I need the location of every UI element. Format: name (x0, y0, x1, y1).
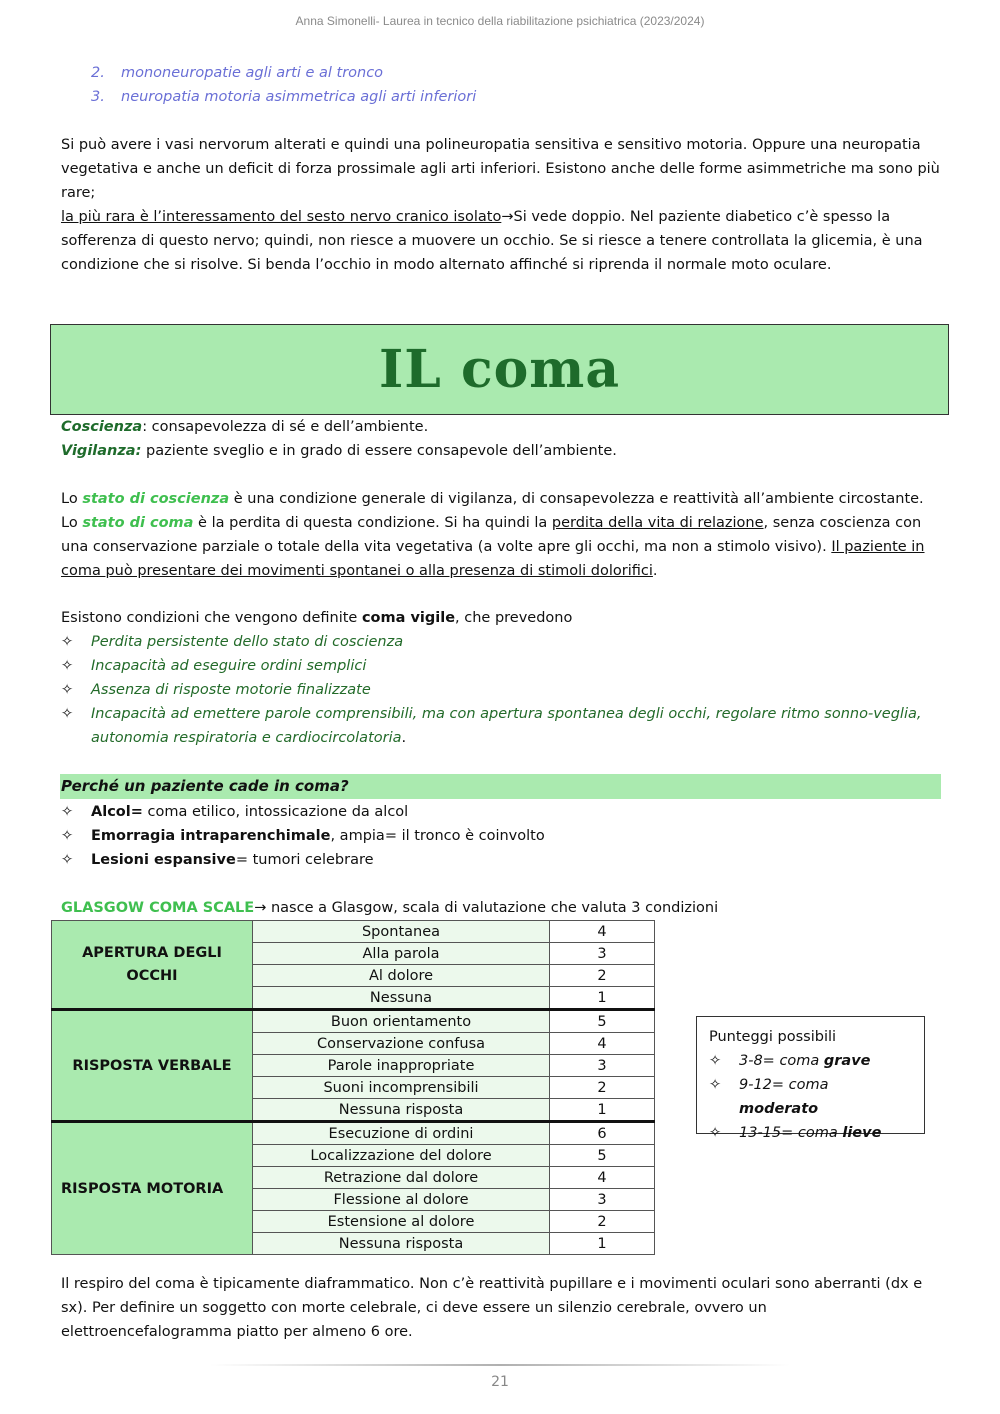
list-item: ✧ 9-12= coma moderato (709, 1073, 912, 1121)
table-row: Retrazione dal dolore 4 (52, 1167, 655, 1189)
table-row: RISPOSTA VERBALE Buon orientamento 5 (52, 1010, 655, 1033)
perche-list (61, 800, 941, 872)
sparkle-bullet-icon: ✧ (709, 1077, 722, 1093)
definitions (61, 415, 941, 463)
paragraph-stato-coscienza: Lo stato di coscienza è una condizione generale di vigilanza, di consapevolezza e reattività all’ambiente circostante. Lo stato di coma è la perdita di questa condizione. Si ha quindi la perdita della vita di relazione, senza coscienza con una conservazione parziale o totale della vita vegetativa (a volte apre gli occhi, ma non a stimolo visivo). Il paziente in coma può presentare dei movimenti spontanei o alla presenza di stimoli dolorifici. (61, 491, 925, 579)
perche-heading: Perché un paziente cade in coma? (61, 777, 349, 795)
table-row: RISPOSTA MOTORIA Esecuzione di ordini 6 (52, 1122, 655, 1145)
footer-divider (210, 1364, 790, 1366)
list-item: 2. mononeuropatie agli arti e al tronco (91, 65, 384, 81)
table-row: APERTURA DEGLI OCCHI Spontanea 4 (52, 921, 655, 943)
table-row: Nessuna risposta 1 (52, 1099, 655, 1122)
sparkle-bullet-icon: ✧ (61, 706, 74, 722)
section-title-box (50, 324, 949, 415)
gcs-heading: GLASGOW COMA SCALE→ nasce a Glasgow, scala di valutazione che valuta 3 condizioni (61, 900, 719, 916)
list-item: ✧ Perdita persistente dello stato di coscienza (61, 630, 941, 654)
list-item: ✧ 13-15= coma lieve (709, 1121, 912, 1145)
table-row: Nessuna risposta 1 (52, 1233, 655, 1255)
table-row: Al dolore 2 (52, 965, 655, 987)
punteggi-box (696, 1016, 925, 1141)
sparkle-bullet-icon: ✧ (61, 804, 74, 820)
category-cell: APERTURA DEGLI OCCHI (52, 921, 253, 1010)
table-row: Localizzazione del dolore 5 (52, 1145, 655, 1167)
table-row: Conservazione confusa 4 (52, 1033, 655, 1055)
arrow-icon: → (501, 209, 514, 225)
glasgow-coma-scale-table (51, 920, 655, 1255)
punteggi-title: Punteggi possibili (709, 1029, 837, 1045)
sparkle-bullet-icon: ✧ (709, 1053, 722, 1069)
sparkle-bullet-icon: ✧ (61, 658, 74, 674)
list-item: 3. neuropatia motoria asimmetrica agli arti inferiori (91, 89, 477, 105)
sparkle-bullet-icon: ✧ (61, 634, 74, 650)
category-cell: RISPOSTA MOTORIA (52, 1122, 253, 1255)
list-item: ✧ 3-8= coma grave (709, 1049, 912, 1073)
page-number: 21 (491, 1374, 509, 1390)
list-item: ✧ Emorragia intraparenchimale, ampia= il tronco è coinvolto (61, 824, 941, 848)
list-item: ✧ Assenza di risposte motorie finalizzate (61, 678, 941, 702)
paragraph-neuropathy: Si può avere i vasi nervorum alterati e quindi una polineuropatia sensitiva e sensitivo motoria. Oppure una neuropatia vegetativa e anche un deficit di forza prossimale agli arti inferiori. Esistono anche delle forme asimmetriche ma sono più rare; la più rara è l’interessamento del sesto nervo cranico isolato→Si vede doppio. Nel paziente diabetico c’è spesso la sofferenza di questo nervo; quindi, non riesce a muovere un occhio. Se si riesce a tenere controllata la glicemia, è una condizione che si risolve. Si benda l’occhio in modo alternato affinché si riprenda il normale moto oculare. (61, 137, 940, 273)
category-cell: RISPOSTA VERBALE (52, 1010, 253, 1122)
table-row: Estensione al dolore 2 (52, 1211, 655, 1233)
table-row: Flessione al dolore 3 (52, 1189, 655, 1211)
definition-vigilanza: Vigilanza: paziente sveglio e in grado di essere consapevole dell’ambiente. (61, 443, 617, 459)
perche-heading-band (60, 774, 941, 799)
list-item: ✧ Incapacità ad emettere parole comprensibili, ma con apertura spontanea degli occhi, regolare ritmo sonno-veglia, autonomia respiratoria e cardiocircolatoria. (61, 702, 941, 750)
sparkle-bullet-icon: ✧ (61, 682, 74, 698)
table-row: Nessuna 1 (52, 987, 655, 1010)
list-item: ✧ Alcol= coma etilico, intossicazione da alcol (61, 800, 941, 824)
section-title: IL coma (378, 339, 621, 400)
list-item: ✧ Lesioni espansive= tumori celebrare (61, 848, 941, 872)
sparkle-bullet-icon: ✧ (709, 1125, 722, 1141)
arrow-icon: → (254, 900, 267, 916)
definition-coscienza: Coscienza: consapevolezza di sé e dell’ambiente. (61, 419, 429, 435)
table-row: Parole inappropriate 3 (52, 1055, 655, 1077)
paragraph-respiro: Il respiro del coma è tipicamente diaframmatico. Non c’è reattività pupillare e i movimenti oculari sono aberranti (dx e sx). Per definire un soggetto con morte celebrale, ci deve essere un silenzio cerebrale, ovvero un elettroencefalogramma piatto per almeno 6 ore. (61, 1276, 923, 1340)
list-item: ✧ Incapacità ad eseguire ordini semplici (61, 654, 941, 678)
table-row: Alla parola 3 (52, 943, 655, 965)
table-row: Suoni incomprensibili 2 (52, 1077, 655, 1099)
numbered-list (61, 61, 941, 109)
coma-vigile-section: Esistono condizioni che vengono definite coma vigile, che prevedono ✧ Perdita persistente dello stato di coscienza ✧ Incapacità ad eseguire ordini semplici ✧ Assenza di risposte motorie finalizzate ✧ Incapacità ad emettere parole comprensibili, ma con apertura spontanea degli occhi, regolare ritmo sonno-veglia, autonomia respiratoria e cardiocircolatoria. (61, 606, 941, 750)
sparkle-bullet-icon: ✧ (61, 852, 74, 868)
sparkle-bullet-icon: ✧ (61, 828, 74, 844)
page-header: Anna Simonelli- Laurea in tecnico della riabilitazione psichiatrica (2023/2024) (295, 14, 705, 28)
